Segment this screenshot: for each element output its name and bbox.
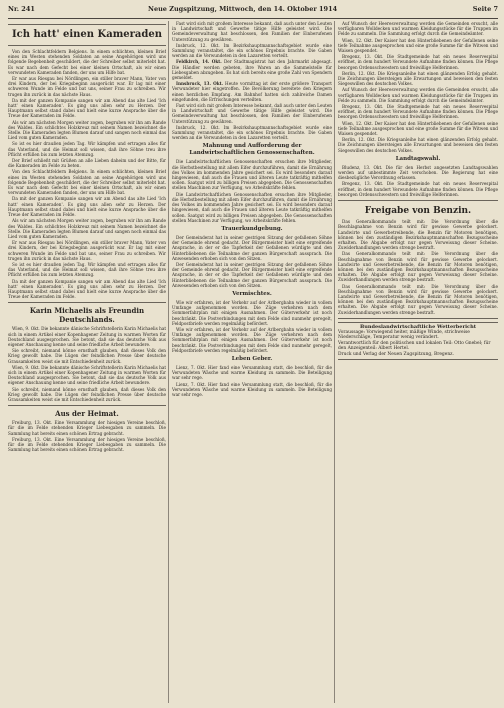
notice-box xyxy=(338,200,498,319)
item-text: Der Stadtmagistrat hat den Jahrmarkt abgesagt. Die Händler werden gebeten, ihre Waren an die Sammelstelle für Liebesgaben abzugeben. Es hat sich bereits eine große Zahl von Spendern gemeldet. xyxy=(172,59,332,81)
article-paragraph: Bregenz, 13. Okt. Die Stadtgemeinde hat ein neues Reservespital eröffnet, in dem hundert Verwundete Aufnahme finden können. Die Pflege besorgen Ordensschwestern und freiwillige Helferinnen. xyxy=(338,104,498,120)
article-paragraph: Fast wird sich mit großem Interesse bekannt, daß auch unter den Leuten in Landwirtschaft und Gewerbe tätige Hilfe geleistet wird. Die Gemeindeverwaltung hat beschlossen, den Familien der Einberufenen Unterstützung zu gewähren. xyxy=(172,21,332,42)
footer-line: Verantwortlich für den politischen und lokalen Teil: Otto Gnebel; für den Anzeigenteil: Albert Hertel. xyxy=(338,340,491,352)
column-rule xyxy=(334,21,335,703)
article-paragraph: Auf Wunsch der Heeresverwaltung werden die Gemeinden ersucht, alle verfügbaren Wolldecken und warmen Kleidungsstücke für die Truppen im Felde zu sammeln. Die Sammlung erfolgt durch die Gemeindeämter. xyxy=(338,87,498,103)
headline-box xyxy=(8,24,166,46)
article-paragraph: Fast wird sich mit großem Interesse bekannt, daß auch unter den Leuten in Landwirtschaft und Gewerbe tätige Hilfe geleistet wird. Die Gemeindeverwaltung hat beschlossen, den Familien der Einberufenen Unterstützung zu gewähren. xyxy=(172,103,332,124)
column-2 xyxy=(172,21,332,701)
article-paragraph: Sie schreibt, niemand könne ernsthaft glauben, daß dieses Volk den Krieg gewollt habe. Die Lügen der feindlichen Presse über deutsche Grausamkeiten weist sie mit Entschiedenheit zurück. xyxy=(8,386,166,402)
item-text: Heute vormittag ist der erste größere Transport Verwundeter hier eingetroffen. Die Bevölkerung bereitete den Kriegern einen herzlichen Empfang. Am Bahnhof hatten sich zahlreiche Damen eingefunden, die Erfrischungen verteilten. xyxy=(172,81,332,102)
article-paragraph: Lienz, 7. Okt. Hier fand eine Versammlung statt, die beschloß, für die Verwundeten Wäsche und warme Kleidung zu sammeln. Die Beteiligung war sehr rege. xyxy=(172,364,332,381)
article-paragraph: Wien, 12. Okt. Der Kaiser hat den Hinterbliebenen der Gefallenen seine tiefe Teilnahme ausgesprochen und eine große Summe für die Witwen und Waisen gespendet. xyxy=(338,120,498,137)
dateline: Feldkirch, 14. Okt. xyxy=(176,59,222,65)
subheadline: Vermischtes. xyxy=(232,290,272,297)
article-paragraph: Sie schreibt, niemand könne ernsthaft glauben, daß dieses Volk den Krieg gewollt habe. Die Lügen der feindlichen Presse über deutsche Grausamkeiten weist sie mit Entschiedenheit zurück. xyxy=(8,348,166,364)
article-paragraph: Lienz, 7. Okt. Hier fand eine Versammlung statt, die beschloß, für die Verwundeten Wäsche und warme Kleidung zu sammeln. Die Beteiligung war sehr rege. xyxy=(172,381,332,397)
article-paragraph: Der Gemeinderat hat in seiner gestrigen Sitzung der gefallenen Söhne der Gemeinde ehrend gedacht. Der Bürgermeister hielt eine ergreifende Ansprache, in der er die Tapferkeit der Gefallenen würdigte und den Hinterbliebenen die Teilnahme der ganzen Bürgerschaft aussprach. Die Anwesenden erhoben sich von den Sitzen. xyxy=(172,261,332,288)
article-paragraph: Die Landwirtschaftlichen Genossenschaften ersuchen ihre Mitglieder, die Herbstbestellung mit allem Eifer durchzuführen, damit die Ernährung des Volkes im kommenden Jahre gesichert sei. Es wird besonders darauf hingewiesen, daß auch die Frauen und älteren Leute tatkräftig mithelfen sollen. Saatgut wird zu billigen Preisen abgegeben. Die Genossenschaften stellen Maschinen zur Verfügung, wo Arbeitskräfte fehlen. xyxy=(172,191,332,223)
article-paragraph: Der Brief schließt mit Grüßen an alle Lieben daheim und der Bitte, für die Kameraden im Felde zu beten. xyxy=(8,158,166,169)
column-3 xyxy=(338,21,498,701)
article-paragraph: Freiburg, 13. Okt. Eine Versammlung der hiesigen Vereine beschloß, für die im Felde stehenden Krieger Liebesgaben zu sammeln. Die Sammlung hat bereits einen schönen Ertrag gebracht. xyxy=(8,420,166,436)
article-paragraph: Auf Wunsch der Heeresverwaltung werden die Gemeinden ersucht, alle verfügbaren Wolldecken und warmen Kleidungsstücke für die Truppen im Felde zu sammeln. Die Sammlung erfolgt durch die Gemeindeämter. xyxy=(338,21,498,37)
article-paragraph: Als wir am nächsten Morgen weiter zogen, begruben wir ihn am Rande des Waldes. Ein schlichtes Holzkreuz mit seinem Namen bezeichnet die Stelle. Die Kameraden legten Blumen darauf und sangen noch einmal das Lied vom guten Kameraden. xyxy=(8,119,166,141)
article-paragraph: Bregenz, 13. Okt. Die Stadtgemeinde hat ein neues Reservespital eröffnet, in dem hundert Verwundete Aufnahme finden können. Die Pflege besorgen Ordensschwestern und freiwillige Helferinnen. xyxy=(338,181,498,197)
subheadline: Landtagswahl. xyxy=(395,155,441,162)
subheadline: Mahnung und Aufforderung der Landwirtschaftlichen Genossenschaften. xyxy=(189,143,315,157)
article-paragraph: Wien, 9. Okt. Die bekannte dänische Schriftstellerin Karin Michaelis hat sich in einem Artikel einer Kopenhagener Zeitung in warmen Worten für Deutschland ausgesprochen. Sie betont, daß sie das deutsche Volk aus eigener Anschauung kenne und seine friedliche Arbeit bewundere. xyxy=(8,326,166,347)
article-paragraph: Er war aus Riesgau bei Nördlingen, ein stiller braver Mann, Vater von drei Kindern, der bei Kriegsbeginn ausgerückt war. Er lag mit einer schweren Wunde im Felde und bat uns, seiner Frau zu schreiben. Wir trugen ihn zurück in das nächste Haus. xyxy=(8,76,166,97)
footer-box xyxy=(338,322,498,360)
footer-headline: Bundeslandwirtschaftliche Wetterbericht xyxy=(359,323,477,330)
article-paragraph: Insbruck, 12. Okt. Im Bezirkshauptmannschaftsgebiet wurde eine Sammlung veranstaltet, die ein schönes Ergebnis brachte. Die Gaben werden an die Verwundeten in den Lazaretten verteilt. xyxy=(172,124,332,141)
article-paragraph: Wie wir erfahren, ist der Verkehr auf der Arlbergbahn wieder in vollem Umfange aufgenommen worden. Die Züge verkehren nach dem Sommerfahrplan mit einigen Ausnahmen. Der Güterverkehr ist noch beschränkt. Die Postverbindungen mit dem Felde sind nunmehr geregelt, Feldpostbriefe werden regelmäßig befördert. xyxy=(172,326,332,353)
issue-number: Nr. 241 xyxy=(8,5,35,13)
article-paragraph: Da mit der ganzen Kompanie sangen wir am Abend das alte Lied 'Ich hatt' einen Kameraden'. Es ging uns allen sehr zu Herzen. Der Hauptmann selbst stand dabei und hielt eine kurze Ansprache über die Treue der Kameraden im Felde. xyxy=(8,97,166,119)
article-paragraph: Von den Schlachtfeldern Belgiens. In einem schlichten, kleinen Brief eines im Westen stehenden Soldaten an seine Angehörigen wird uns folgende Begebenheit geschildert, die der Schreiber selbst miterlebt hat. Es war nach dem Gefecht bei einer kleinen Ortschaft, als wir einen verwundeten Kameraden fanden, der uns um Hilfe bat. xyxy=(8,169,166,196)
page-header xyxy=(8,4,498,19)
article-paragraph: Insbruck, 12. Okt. Im Bezirkshauptmannschaftsgebiet wurde eine Sammlung veranstaltet, die ein schönes Ergebnis brachte. Die Gaben werden an die Verwundeten in den Lazaretten verteilt. xyxy=(172,42,332,59)
page-number: Seite 7 xyxy=(472,5,498,13)
article-paragraph: Freiburg, 13. Okt. Eine Versammlung der hiesigen Vereine beschloß, für die im Felde stehenden Krieger Liebesgaben zu sammeln. Die Sammlung hat bereits einen schönen Ertrag gebracht. xyxy=(8,436,166,453)
article-paragraph: Bludenz, 13. Okt. Die für den Herbst angesetzten Landtagswahlen werden auf unbestimmte Zeit verschoben. Die Regierung hat eine diesbezügliche Verordnung erlassen. xyxy=(338,164,498,181)
column-rule xyxy=(168,21,169,703)
notice-text: Das Generalkommando teilt mit: Die Verordnung über die Beschlagnahme von Benzin wird für gewisse Gewerbe gelockert. Landwirte und Gewerbetreibende, die Benzin für Motoren benötigen, können bei den zuständigen Bezirkshauptmannschaften Bezugsscheine erhalten. Die Abgabe erfolgt nur gegen Vorweisung dieser Scheine. Zuwiderhandlungen werden strenge bestraft. xyxy=(338,251,498,283)
notice-headline: Freigabe von Benzin. xyxy=(364,206,472,217)
article-paragraph: Bregenz, 13. Okt. Die Stadtgemeinde hat ein neues Reservespital eröffnet, in dem hundert Verwundete Aufnahme finden können. Die Pflege besorgen Ordensschwestern und freiwillige Helferinnen. xyxy=(338,54,498,70)
footer-line: Voraussage: Vorwiegend heiter, mäßige Winde, strichweise Niederschläge, Temperatur wenig verändert. xyxy=(338,329,470,341)
article-paragraph xyxy=(172,59,332,80)
article-headline: Karin Michaelis als Freundin Deutschlands. xyxy=(29,306,145,325)
notice-text: Das Generalkommando teilt mit: Die Verordnung über die Beschlagnahme von Benzin wird für gewisse Gewerbe gelockert. Landwirte und Gewerbetreibende, die Benzin für Motoren benötigen, können bei den zuständigen Bezirkshauptmannschaften Bezugsscheine erhalten. Die Abgabe erfolgt nur gegen Vorweisung dieser Scheine. Zuwiderhandlungen werden strenge bestraft. xyxy=(338,219,498,251)
article-paragraph: Da mit der ganzen Kompanie sangen wir am Abend das alte Lied 'Ich hatt' einen Kameraden'. Es ging uns allen sehr zu Herzen. Der Hauptmann selbst stand dabei und hielt eine kurze Ansprache über die Treue der Kameraden im Felde. xyxy=(8,278,166,300)
article-headline: Ich hatt' einen Kameraden xyxy=(11,29,163,40)
article-headline: Aus der Heimat. xyxy=(55,409,119,419)
article-paragraph: Wien, 9. Okt. Die bekannte dänische Schriftstellerin Karin Michaelis hat sich in einem Artikel einer Kopenhagener Zeitung in warmen Worten für Deutschland ausgesprochen. Sie betont, daß sie das deutsche Volk aus eigener Anschauung kenne und seine friedliche Arbeit bewundere. xyxy=(8,364,166,386)
article-paragraph: Da mit der ganzen Kompanie sangen wir am Abend das alte Lied 'Ich hatt' einen Kameraden'. Es ging uns allen sehr zu Herzen. Der Hauptmann selbst stand dabei und hielt eine kurze Ansprache über die Treue der Kameraden im Felde. xyxy=(8,196,166,218)
subheadline: Leben Geber. xyxy=(231,355,273,362)
masthead-line: Neue Zugspitzung, Mittwoch, den 14. Oktober 1914 xyxy=(148,5,338,13)
article-paragraph: Von den Schlachtfeldern Belgiens. In einem schlichten, kleinen Brief eines im Westen stehenden Soldaten an seine Angehörigen wird uns folgende Begebenheit geschildert, die der Schreiber selbst miterlebt hat. Es war nach dem Gefecht bei einer kleinen Ortschaft, als wir einen verwundeten Kameraden fanden, der uns um Hilfe bat. xyxy=(8,49,166,75)
article-paragraph: Als wir am nächsten Morgen weiter zogen, begruben wir ihn am Rande des Waldes. Ein schlichtes Holzkreuz mit seinem Namen bezeichnet die Stelle. Die Kameraden legten Blumen darauf und sangen noch einmal das Lied vom guten Kameraden. xyxy=(8,218,166,239)
subheadline: Trauerkundgebung. xyxy=(221,225,283,232)
article-paragraph: Berlin, 12. Okt. Die Kriegsanleihe hat einen glänzenden Erfolg gehabt. Die Zeichnungen übersteigen alle Erwartungen und beweisen den festen Siegeswillen des deutschen Volkes. xyxy=(338,137,498,153)
article-paragraph: So ist es hier draußen jeden Tag. Wir kämpfen und ertragen alles für das Vaterland, und die Heimat soll wissen, daß ihre Söhne treu ihre Pflicht erfüllen bis zum letzten Atemzug. xyxy=(8,261,166,278)
column-1 xyxy=(8,21,166,701)
section-rule xyxy=(8,405,166,406)
article-paragraph: Wie wir erfahren, ist der Verkehr auf der Arlbergbahn wieder in vollem Umfange aufgenommen worden. Die Züge verkehren nach dem Sommerfahrplan mit einigen Ausnahmen. Der Güterverkehr ist noch beschränkt. Die Postverbindungen mit dem Felde sind nunmehr geregelt, Feldpostbriefe werden regelmäßig befördert. xyxy=(172,299,332,326)
notice-text: Das Generalkommando teilt mit: Die Verordnung über die Beschlagnahme von Benzin wird für gewisse Gewerbe gelockert. Landwirte und Gewerbetreibende, die Benzin für Motoren benötigen, können bei den zuständigen Bezirkshauptmannschaften Bezugsscheine erhalten. Die Abgabe erfolgt nur gegen Vorweisung dieser Scheine. Zuwiderhandlungen werden strenge bestraft. xyxy=(338,283,498,315)
article-paragraph: Die Landwirtschaftlichen Genossenschaften ersuchen ihre Mitglieder, die Herbstbestellung mit allem Eifer durchzuführen, damit die Ernährung des Volkes im kommenden Jahre gesichert sei. Es wird besonders darauf hingewiesen, daß auch die Frauen und älteren Leute tatkräftig mithelfen sollen. Saatgut wird zu billigen Preisen abgegeben. Die Genossenschaften stellen Maschinen zur Verfügung, wo Arbeitskräfte fehlen. xyxy=(172,159,332,191)
article-paragraph: Der Gemeinderat hat in seiner gestrigen Sitzung der gefallenen Söhne der Gemeinde ehrend gedacht. Der Bürgermeister hielt eine ergreifende Ansprache, in der er die Tapferkeit der Gefallenen würdigte und den Hinterbliebenen die Teilnahme der ganzen Bürgerschaft aussprach. Die Anwesenden erhoben sich von den Sitzen. xyxy=(172,234,332,261)
article-paragraph: Berlin, 12. Okt. Die Kriegsanleihe hat einen glänzenden Erfolg gehabt. Die Zeichnungen übersteigen alle Erwartungen und beweisen den festen Siegeswillen des deutschen Volkes. xyxy=(338,70,498,87)
article-paragraph: So ist es hier draußen jeden Tag. Wir kämpfen und ertragen alles für das Vaterland, und die Heimat soll wissen, daß ihre Söhne treu ihre Pflicht erfüllen bis zum letzten Atemzug. xyxy=(8,141,166,157)
article-paragraph: Wien, 12. Okt. Der Kaiser hat den Hinterbliebenen der Gefallenen seine tiefe Teilnahme ausgesprochen und eine große Summe für die Witwen und Waisen gespendet. xyxy=(338,37,498,54)
article-paragraph xyxy=(172,81,332,102)
dateline: Innsbruck, 13. Okt. xyxy=(176,81,224,87)
footer-line: Druck und Verlag der Neuen Zugspitzung, Bregenz. xyxy=(338,351,454,357)
article-paragraph: Er war aus Riesgau bei Nördlingen, ein stiller braver Mann, Vater von drei Kindern, der bei Kriegsbeginn ausgerückt war. Er lag mit einer schweren Wunde im Felde und bat uns, seiner Frau zu schreiben. Wir trugen ihn zurück in das nächste Haus. xyxy=(8,240,166,261)
section-rule xyxy=(8,302,166,303)
